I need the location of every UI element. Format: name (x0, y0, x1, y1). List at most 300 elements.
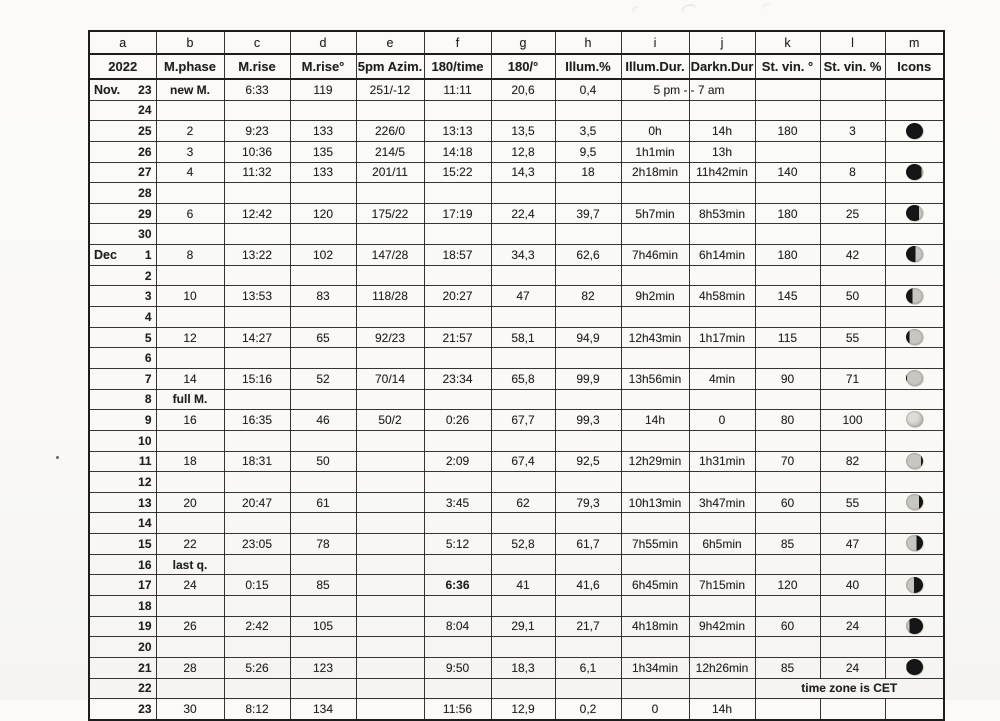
waning-gibbous-moon-icon (906, 535, 923, 551)
cell-st-vin-degrees: 120 (755, 575, 820, 596)
cell-moonrise-time: 15:16 (224, 368, 290, 389)
cell-moon-phase (156, 637, 224, 658)
cell-180-degrees: 41 (491, 575, 555, 596)
cell-darkness-duration (689, 472, 755, 493)
day-number: 1 (144, 247, 152, 262)
cell-darkness-duration (689, 389, 755, 410)
cell-date (89, 616, 156, 637)
header-cell: M.phase (156, 54, 224, 79)
cell-180-time: 3:45 (424, 492, 491, 513)
table-row (89, 79, 944, 100)
cell-st-vin-pct (820, 596, 885, 617)
day-number: 23 (138, 702, 152, 717)
cell-darkness-duration: 12h26min (689, 657, 755, 678)
cell-180-degrees (491, 637, 555, 658)
day-number: 3 (144, 289, 152, 304)
cell-moonrise-degrees: 83 (290, 286, 356, 307)
cell-st-vin-degrees: 60 (755, 492, 820, 513)
cell-darkness-duration: 0 (689, 410, 755, 431)
cell-180-time: 13:13 (424, 121, 491, 142)
header-cell: Illum.% (555, 54, 621, 79)
cell-date (89, 327, 156, 348)
cell-moon-phase (156, 596, 224, 617)
month-label: Dec (94, 247, 117, 262)
ink-dot (56, 456, 59, 459)
table-row (89, 286, 944, 307)
cell-moon-phase (156, 348, 224, 369)
cell-st-vin-degrees (755, 554, 820, 575)
cell-date (89, 307, 156, 328)
cell-st-vin-degrees: 70 (755, 451, 820, 472)
cell-moonrise-time: 9:23 (224, 121, 290, 142)
day-number: 10 (138, 433, 152, 448)
cell-st-vin-pct: 40 (820, 575, 885, 596)
cell-moon-phase (156, 265, 224, 286)
cell-5pm-azimuth: 226/0 (356, 121, 424, 142)
cell-5pm-azimuth: 50/2 (356, 410, 424, 431)
day-number: 29 (138, 206, 152, 221)
header-cell: M.rise° (290, 54, 356, 79)
cell-st-vin-pct: 24 (820, 616, 885, 637)
waning-crescent-moon-icon (906, 618, 923, 634)
cell-illumination-pct: 18 (555, 162, 621, 183)
cell-moonrise-degrees (290, 265, 356, 286)
cell-date (89, 596, 156, 617)
cell-moon-icon (885, 286, 944, 307)
cell-180-time (424, 430, 491, 451)
cell-illumination-duration: 2h18min (621, 162, 689, 183)
cell-darkness-duration: 6h5min (689, 534, 755, 555)
cell-180-time: 8:04 (424, 616, 491, 637)
cell-180-degrees (491, 100, 555, 121)
cell-moon-icon (885, 451, 944, 472)
cell-illumination-duration (621, 307, 689, 328)
cell-180-time: 18:57 (424, 245, 491, 266)
cell-illumination-duration: 13h56min (621, 368, 689, 389)
cell-illumination-duration (621, 596, 689, 617)
cell-moonrise-degrees: 102 (290, 245, 356, 266)
cell-moonrise-degrees (290, 637, 356, 658)
table-row (89, 616, 944, 637)
cell-illumination-duration (621, 100, 689, 121)
cell-illumination-pct: 99,3 (555, 410, 621, 431)
cell-date (89, 575, 156, 596)
cell-5pm-azimuth: 214/5 (356, 141, 424, 162)
cell-illumination-pct: 79,3 (555, 492, 621, 513)
cell-moon-icon (885, 410, 944, 431)
cell-st-vin-pct: 71 (820, 368, 885, 389)
header-row (89, 54, 944, 79)
table-row (89, 162, 944, 183)
cell-5pm-azimuth (356, 678, 424, 699)
cell-moon-phase: 28 (156, 657, 224, 678)
cell-5pm-azimuth: 251/-12 (356, 79, 424, 100)
cell-st-vin-pct (820, 224, 885, 245)
cell-5pm-azimuth (356, 616, 424, 637)
cell-st-vin-pct (820, 389, 885, 410)
moon-phase-table (88, 30, 945, 721)
header-cell: Illum.Dur. (621, 54, 689, 79)
day-number: 4 (144, 309, 152, 324)
cell-darkness-duration: 4h58min (689, 286, 755, 307)
cell-illumination-pct (555, 183, 621, 204)
cell-moon-icon (885, 596, 944, 617)
table-row (89, 245, 944, 266)
cell-darkness-duration: - 7 am (689, 79, 755, 100)
cell-moonrise-time: 20:47 (224, 492, 290, 513)
cell-180-degrees: 47 (491, 286, 555, 307)
cell-moon-icon (885, 575, 944, 596)
day-number: 13 (138, 495, 152, 510)
cell-moon-icon (885, 203, 944, 224)
cell-moon-phase (156, 100, 224, 121)
cell-illumination-duration (621, 678, 689, 699)
cell-st-vin-degrees: 180 (755, 203, 820, 224)
cell-st-vin-pct (820, 430, 885, 451)
table-row (89, 265, 944, 286)
cell-illumination-pct: 6,1 (555, 657, 621, 678)
cell-moonrise-degrees: 65 (290, 327, 356, 348)
cell-darkness-duration (689, 678, 755, 699)
cell-180-time (424, 348, 491, 369)
table-row (89, 637, 944, 658)
day-number: 5 (144, 330, 152, 345)
cell-date (89, 286, 156, 307)
day-number: 22 (138, 681, 152, 696)
cell-moon-icon (885, 348, 944, 369)
cell-moonrise-degrees (290, 513, 356, 534)
cell-st-vin-pct (820, 265, 885, 286)
cell-moon-icon (885, 368, 944, 389)
header-cell: Icons (885, 54, 944, 79)
cell-st-vin-pct (820, 348, 885, 369)
cell-darkness-duration: 3h47min (689, 492, 755, 513)
cell-moon-phase (156, 472, 224, 493)
cell-date (89, 554, 156, 575)
cell-st-vin-degrees: 90 (755, 368, 820, 389)
cell-moonrise-degrees (290, 307, 356, 328)
table-row (89, 430, 944, 451)
cell-darkness-duration: 11h42min (689, 162, 755, 183)
waxing-crescent-moon-icon (906, 205, 923, 221)
cell-st-vin-degrees (755, 224, 820, 245)
column-letter: i (621, 31, 689, 54)
cell-date (89, 637, 156, 658)
cell-st-vin-degrees (755, 100, 820, 121)
cell-moon-phase: 6 (156, 203, 224, 224)
cell-date (89, 183, 156, 204)
cell-5pm-azimuth (356, 389, 424, 410)
cell-moonrise-time: 18:31 (224, 451, 290, 472)
table-row (89, 657, 944, 678)
cell-moonrise-time: 13:53 (224, 286, 290, 307)
cell-5pm-azimuth (356, 637, 424, 658)
cell-180-time (424, 389, 491, 410)
column-letter: g (491, 31, 555, 54)
cell-st-vin-degrees: 180 (755, 121, 820, 142)
table-row (89, 472, 944, 493)
cell-darkness-duration: 7h15min (689, 575, 755, 596)
cell-moonrise-time: 12:42 (224, 203, 290, 224)
cell-moonrise-time (224, 183, 290, 204)
cell-moonrise-degrees: 61 (290, 492, 356, 513)
day-number: 17 (138, 578, 152, 593)
column-letter: a (89, 31, 156, 54)
cell-180-time (424, 678, 491, 699)
cell-moonrise-degrees (290, 183, 356, 204)
cell-date (89, 203, 156, 224)
day-number: 16 (138, 557, 152, 572)
cell-180-degrees: 29,1 (491, 616, 555, 637)
cell-darkness-duration (689, 596, 755, 617)
cell-moonrise-time: 11:32 (224, 162, 290, 183)
cell-illumination-pct: 39,7 (555, 203, 621, 224)
column-letter: j (689, 31, 755, 54)
cell-date (89, 348, 156, 369)
cell-moonrise-time: 8:12 (224, 699, 290, 720)
cell-5pm-azimuth (356, 224, 424, 245)
cell-moon-icon (885, 513, 944, 534)
cell-illumination-duration: 1h1min (621, 141, 689, 162)
cell-moon-icon (885, 79, 944, 100)
cell-moonrise-time: 5:26 (224, 657, 290, 678)
cell-st-vin-degrees: 85 (755, 657, 820, 678)
cell-moon-icon (885, 389, 944, 410)
cell-moon-phase: 10 (156, 286, 224, 307)
column-letter: c (224, 31, 290, 54)
cell-date (89, 224, 156, 245)
cell-180-degrees (491, 596, 555, 617)
cell-moon-icon (885, 554, 944, 575)
cell-5pm-azimuth (356, 472, 424, 493)
day-number: 7 (144, 371, 152, 386)
cell-180-time (424, 637, 491, 658)
cell-date (89, 121, 156, 142)
cell-illumination-pct: 21,7 (555, 616, 621, 637)
cell-180-degrees: 58,1 (491, 327, 555, 348)
cell-180-degrees: 18,3 (491, 657, 555, 678)
cell-st-vin-degrees (755, 348, 820, 369)
cell-date (89, 699, 156, 720)
cell-st-vin-pct (820, 100, 885, 121)
cell-st-vin-pct (820, 513, 885, 534)
cell-st-vin-pct (820, 183, 885, 204)
header-cell: 2022 (89, 54, 156, 79)
cell-date (89, 472, 156, 493)
cell-moon-phase: 30 (156, 699, 224, 720)
cell-illumination-duration: 10h13min (621, 492, 689, 513)
header-cell: M.rise (224, 54, 290, 79)
cell-moon-phase: 4 (156, 162, 224, 183)
cell-darkness-duration (689, 430, 755, 451)
cell-illumination-pct (555, 348, 621, 369)
cell-moonrise-time: 14:27 (224, 327, 290, 348)
cell-darkness-duration (689, 307, 755, 328)
cell-illumination-pct (555, 265, 621, 286)
day-number: 27 (138, 165, 152, 180)
cell-180-time: 21:57 (424, 327, 491, 348)
cell-st-vin-degrees: 85 (755, 534, 820, 555)
cell-illumination-pct (555, 554, 621, 575)
day-number: 30 (138, 227, 152, 242)
cell-st-vin-degrees: 140 (755, 162, 820, 183)
table-row (89, 121, 944, 142)
cell-moonrise-degrees: 46 (290, 410, 356, 431)
table-row (89, 410, 944, 431)
cell-moon-phase (156, 678, 224, 699)
cell-moonrise-time: 23:05 (224, 534, 290, 555)
day-number: 25 (138, 124, 152, 139)
cell-180-degrees (491, 224, 555, 245)
cell-moonrise-degrees (290, 389, 356, 410)
cell-moon-phase: 16 (156, 410, 224, 431)
cell-moonrise-time: 2:42 (224, 616, 290, 637)
cell-180-time: 2:09 (424, 451, 491, 472)
cell-moon-icon (885, 472, 944, 493)
cell-180-time (424, 183, 491, 204)
cell-illumination-duration: 6h45min (621, 575, 689, 596)
cell-illumination-duration: 4h18min (621, 616, 689, 637)
cell-moonrise-time (224, 265, 290, 286)
cell-moonrise-time: 0:15 (224, 575, 290, 596)
pencil-mark (680, 3, 696, 14)
day-number: 14 (138, 516, 152, 531)
cell-180-degrees: 65,8 (491, 368, 555, 389)
cell-st-vin-pct: 8 (820, 162, 885, 183)
cell-moon-icon (885, 327, 944, 348)
column-letters-row (89, 31, 944, 54)
cell-180-degrees: 12,9 (491, 699, 555, 720)
cell-180-degrees (491, 513, 555, 534)
cell-180-degrees (491, 348, 555, 369)
cell-illumination-pct (555, 224, 621, 245)
full-moon-icon (906, 411, 923, 427)
cell-180-time: 5:12 (424, 534, 491, 555)
cell-moon-phase: 26 (156, 616, 224, 637)
cell-date (89, 79, 156, 100)
cell-illumination-duration (621, 389, 689, 410)
cell-180-degrees: 12,8 (491, 141, 555, 162)
header-cell: 180/° (491, 54, 555, 79)
cell-moon-icon (885, 162, 944, 183)
cell-moonrise-degrees: 52 (290, 368, 356, 389)
cell-moonrise-time: 10:36 (224, 141, 290, 162)
cell-darkness-duration: 1h31min (689, 451, 755, 472)
cell-date (89, 657, 156, 678)
cell-180-degrees (491, 554, 555, 575)
cell-180-degrees: 62 (491, 492, 555, 513)
cell-illumination-pct: 9,5 (555, 141, 621, 162)
cell-180-time: 17:19 (424, 203, 491, 224)
cell-moon-phase (156, 430, 224, 451)
cell-st-vin-pct (820, 141, 885, 162)
day-number: 26 (138, 144, 152, 159)
cell-illumination-duration: 12h29min (621, 451, 689, 472)
cell-illumination-duration (621, 224, 689, 245)
cell-moonrise-time: 16:35 (224, 410, 290, 431)
cell-st-vin-pct (820, 307, 885, 328)
cell-darkness-duration: 13h (689, 141, 755, 162)
last-quarter-moon-icon (906, 577, 923, 593)
table-row (89, 699, 944, 720)
cell-illumination-pct: 0,4 (555, 79, 621, 100)
cell-illumination-duration (621, 637, 689, 658)
cell-5pm-azimuth (356, 451, 424, 472)
cell-180-degrees: 13,5 (491, 121, 555, 142)
header-cell: 180/time (424, 54, 491, 79)
cell-illumination-duration (621, 513, 689, 534)
cell-180-time (424, 307, 491, 328)
new-moon-icon (906, 659, 923, 675)
cell-darkness-duration (689, 554, 755, 575)
column-letter: m (885, 31, 944, 54)
cell-180-time: 20:27 (424, 286, 491, 307)
cell-moonrise-time (224, 389, 290, 410)
cell-5pm-azimuth: 70/14 (356, 368, 424, 389)
cell-date (89, 430, 156, 451)
cell-moonrise-time: 13:22 (224, 245, 290, 266)
table-row (89, 596, 944, 617)
cell-st-vin-pct (820, 554, 885, 575)
table-row (89, 183, 944, 204)
cell-illumination-duration (621, 554, 689, 575)
cell-moonrise-time (224, 307, 290, 328)
cell-st-vin-degrees (755, 265, 820, 286)
cell-180-degrees (491, 430, 555, 451)
cell-5pm-azimuth (356, 699, 424, 720)
cell-180-degrees: 22,4 (491, 203, 555, 224)
cell-moon-phase: 8 (156, 245, 224, 266)
cell-moon-icon (885, 637, 944, 658)
cell-moon-icon (885, 430, 944, 451)
cell-darkness-duration (689, 224, 755, 245)
table-row (89, 141, 944, 162)
month-label: Nov. (94, 82, 121, 97)
cell-5pm-azimuth: 175/22 (356, 203, 424, 224)
cell-moon-icon (885, 183, 944, 204)
cell-moonrise-degrees (290, 678, 356, 699)
header-cell: St. vin. % (820, 54, 885, 79)
cell-180-time: 15:22 (424, 162, 491, 183)
cell-illumination-pct (555, 637, 621, 658)
cell-darkness-duration (689, 183, 755, 204)
cell-st-vin-pct: 55 (820, 492, 885, 513)
cell-st-vin-degrees (755, 79, 820, 100)
cell-moon-icon (885, 265, 944, 286)
cell-illumination-pct: 61,7 (555, 534, 621, 555)
waxing-crescent-moon-icon (906, 164, 923, 180)
cell-illumination-pct (555, 430, 621, 451)
cell-illumination-pct: 82 (555, 286, 621, 307)
cell-180-time: 23:34 (424, 368, 491, 389)
waning-gibbous-moon-icon (906, 494, 923, 510)
table-row (89, 513, 944, 534)
cell-5pm-azimuth (356, 348, 424, 369)
cell-5pm-azimuth (356, 657, 424, 678)
cell-illumination-duration: 12h43min (621, 327, 689, 348)
cell-st-vin-degrees (755, 596, 820, 617)
cell-illumination-pct (555, 678, 621, 699)
cell-illumination-duration (621, 472, 689, 493)
waxing-gibbous-moon-icon (906, 329, 923, 345)
cell-date (89, 162, 156, 183)
cell-date (89, 534, 156, 555)
cell-5pm-azimuth (356, 307, 424, 328)
day-number: 15 (138, 536, 152, 551)
cell-darkness-duration: 9h42min (689, 616, 755, 637)
cell-moonrise-degrees (290, 430, 356, 451)
day-number: 20 (138, 640, 152, 655)
